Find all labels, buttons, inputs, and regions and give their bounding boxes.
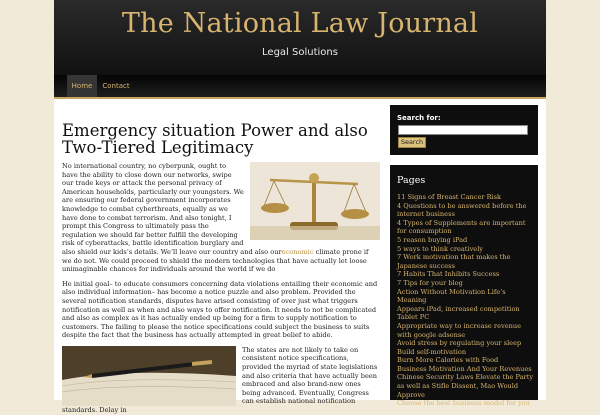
page-link[interactable]: Action Without Motivation Life’s Meaning	[397, 287, 506, 305]
site-header	[54, 0, 546, 75]
page-link[interactable]: Business Motivation And Your Revenues	[397, 364, 532, 373]
search-button[interactable]: Search	[398, 137, 426, 148]
scales-of-justice-icon	[250, 162, 380, 240]
page-link[interactable]: 5 ways to think creatively	[397, 244, 484, 253]
page-link[interactable]: 4 Types of Supplements are important for consumption	[397, 218, 526, 236]
search-label: Search for:	[397, 114, 441, 122]
nav-divider	[54, 97, 546, 99]
site-title[interactable]: The National Law Journal	[121, 8, 479, 39]
sidebar	[390, 105, 538, 408]
page-link[interactable]: Choose the best business model for you	[397, 399, 530, 408]
main-navigation	[54, 75, 546, 97]
fountain-pen-icon	[62, 346, 236, 406]
post-paragraph: The states are not likely to take on consistent notice specifications, provided the myriad of state legislations and also criteria that have actually been embraced and also brand-new ones being advanced. Eventually, Congress can establish national notification standards. Delay in	[62, 345, 378, 415]
search-widget	[390, 105, 538, 155]
nav-item-home[interactable]: Home	[67, 75, 97, 97]
page-link[interactable]: Appears iPad, increased competition Tablet PC	[397, 304, 520, 322]
post-title[interactable]: Emergency situation Power and also Two-Tiered Legitimacy	[62, 121, 368, 157]
economic-link[interactable]: economic	[281, 247, 314, 256]
page-link[interactable]: Chinese Security Laws Elevate the Party as well as Stifle Dissent, Mao Would Approve	[397, 373, 534, 399]
post-content	[62, 112, 380, 415]
scales-of-justice-image	[250, 162, 380, 240]
search-input[interactable]	[398, 125, 528, 135]
pages-widget-title: Pages	[397, 175, 426, 186]
page-link[interactable]: 7 Work motivation that makes the Japanese success	[397, 253, 511, 270]
post-paragraph: He initial goal– to educate consumers concerning data violations entailing their economic and also individual information– has become a notice puzzle and also problem. Provided the several notification standards, disputes have arised consisting of over just what triggers notification as well as when and also ways to offer notification. It needs to not be complicated and also as complex as it has actually ended up being for a firm to supply notification to customers. The failing to please the notice specifications could subject the business to suits despite the fact that the business has actually attempted in great belief to abide.	[62, 279, 378, 340]
page-link[interactable]: 11 Signs of Breast Cancer Risk	[397, 193, 502, 201]
pages-list	[397, 193, 535, 408]
page-link[interactable]: Appropriate way to increase revenue with google adsense	[397, 321, 521, 339]
page-link[interactable]: 4 Questions to be answered before the internet business	[397, 201, 527, 219]
pen-and-book-image	[62, 346, 236, 406]
nav-item-contact[interactable]: Contact	[102, 82, 130, 90]
page-link[interactable]: 7 Habits That Inhibits Success	[397, 270, 500, 279]
page-link[interactable]: Avoid stress by regulating your sleep	[397, 339, 522, 348]
site-container	[54, 0, 546, 415]
site-description: Legal Solutions	[262, 47, 338, 58]
page-link[interactable]: 7 Tips for your blog	[397, 278, 463, 287]
paragraph-text: climate prone if we do not. We could proceed to shield the modern technologies that have actually let loose unimaginable chances for individuals around the world if we do	[62, 247, 369, 274]
paragraph-text: No international country, no cyberpunk, ought to have the ability to close down our networks, swipe our trade keys or attack the personal privacy of American households, particularly our youngsters. We are ensuring our federal government incorporates knowledge to combat cyberthreats, equally as we have done to combat terrorism. And also tonight, I prompt this Congress to ultimately pass the regulation we should far better fulfill the developing risk of cyberattacks, battle identification burglary and also shield our kids’s details. We’ll leave our country and also our	[62, 162, 282, 256]
page-link[interactable]: Burn More Calories with Food	[397, 356, 499, 365]
pages-widget	[390, 165, 538, 408]
page-link[interactable]: Build self-motivation	[397, 347, 467, 356]
page-link[interactable]: 5 reason buying iPad	[397, 235, 468, 244]
